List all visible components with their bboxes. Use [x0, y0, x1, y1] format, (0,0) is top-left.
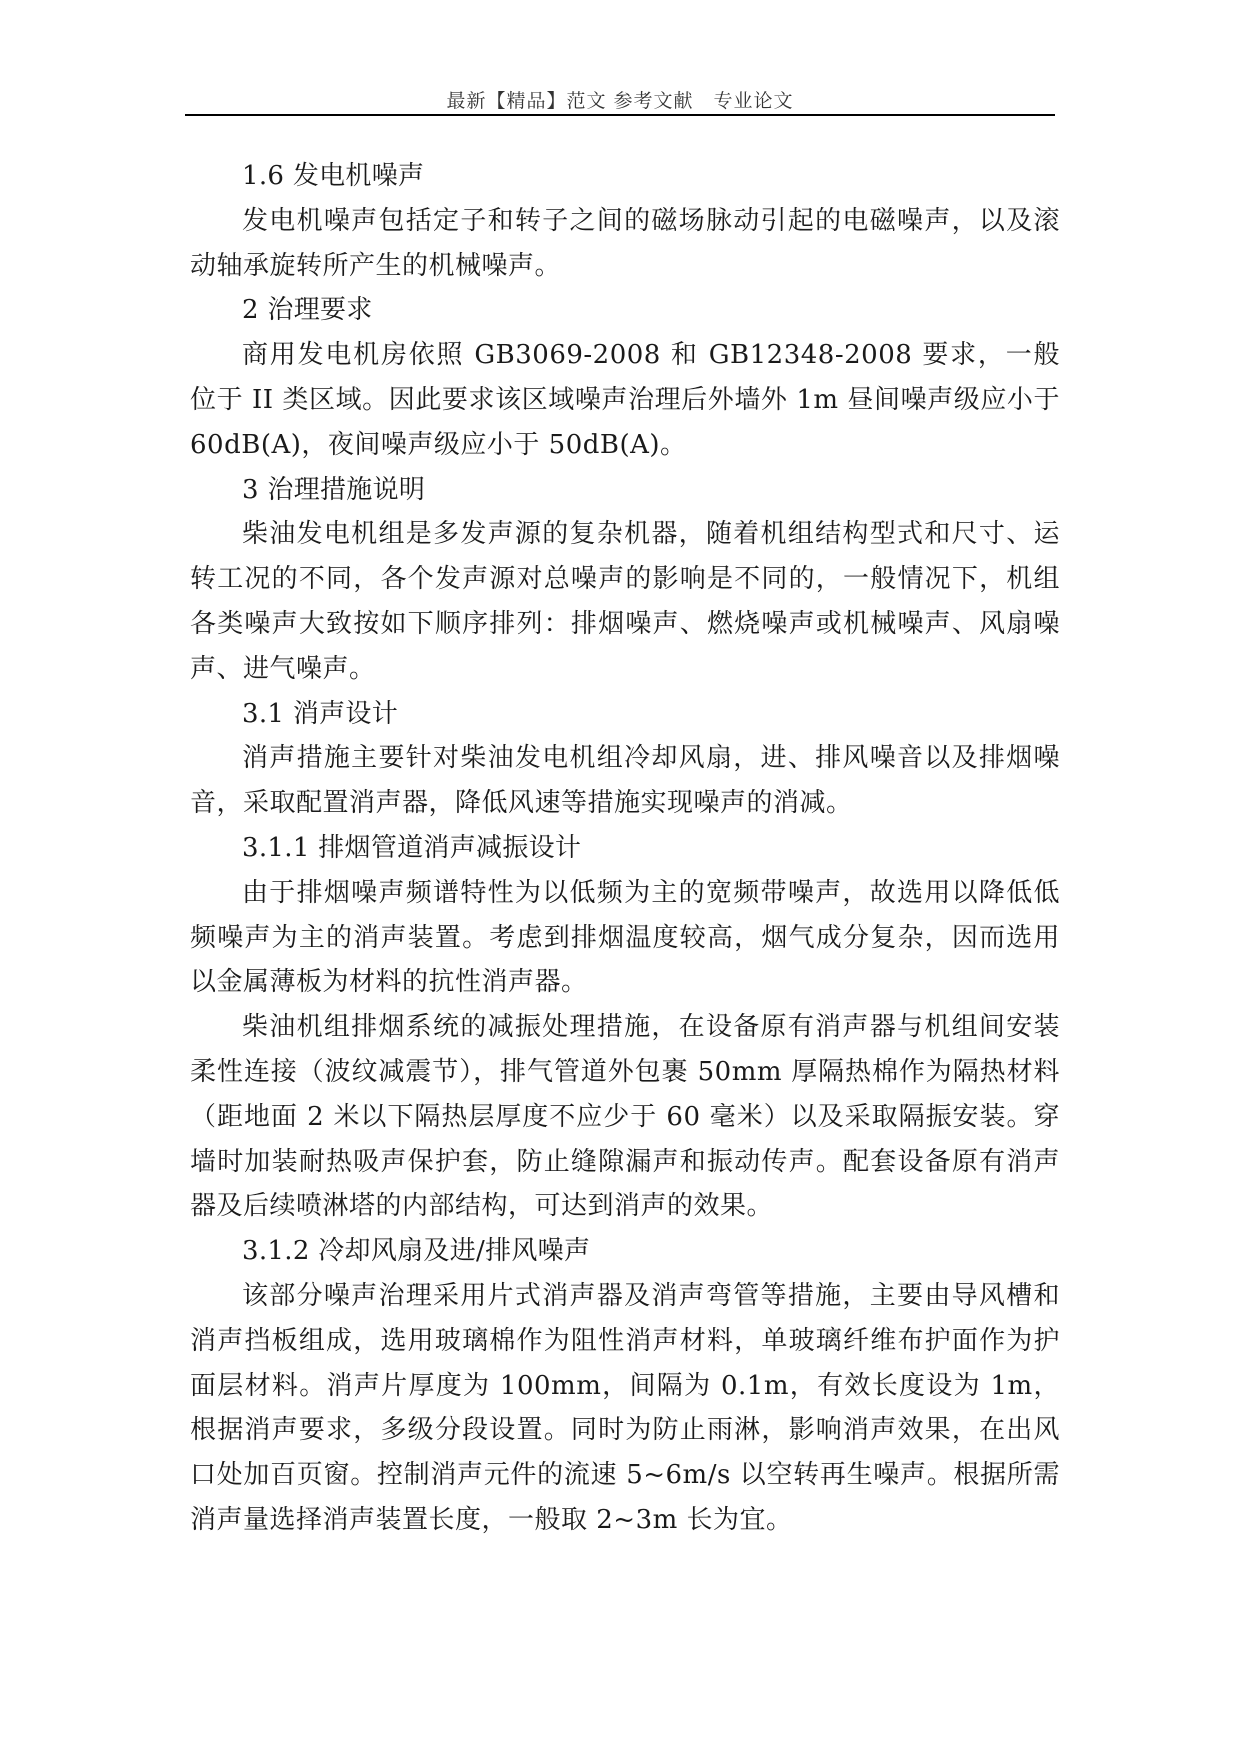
section-heading-2: 2 治理要求 [242, 295, 373, 326]
paragraph-generator-noise: 发电机噪声包括定子和转子之间的磁场脉动引起的电磁噪声，以及滚动轴承旋转所产生的机械噪声。 [190, 205, 1060, 281]
section-heading-3-1-1: 3.1.1 排烟管道消声减振设计 [242, 832, 582, 863]
paragraph-exhaust-vibration: 柴油机组排烟系统的减振处理措施，在设备原有消声器与机组间安装柔性连接（波纹减震节），排气管道外包裹 50mm 厚隔热棉作为隔热材料（距地面 2 米以下隔热层厚度不应少于 60 毫米）以及采取隔振安装。穿墙时加装耐热吸声保护套，防止缝隙漏声和振动传声。配套设备原有消声器及后续喷淋塔的内部结构，可达到消声的效果。 [190, 1012, 1060, 1222]
header-divider [185, 114, 1055, 116]
page-header: 最新【精品】范文 参考文献 专业论文 [446, 90, 794, 112]
paragraph-silencing-design: 消声措施主要针对柴油发电机组冷却风扇，进、排风噪音以及排烟噪音，采取配置消声器，降低风速等措施实现噪声的消减。 [190, 743, 1060, 819]
section-heading-3-1: 3.1 消声设计 [242, 698, 399, 729]
section-heading-3: 3 治理措施说明 [242, 474, 426, 505]
paragraph-fan-noise: 该部分噪声治理采用片式消声器及消声弯管等措施，主要由导风槽和消声挡板组成，选用玻璃棉作为阻性消声材料，单玻璃纤维布护面作为护面层材料。消声片厚度为 100mm，间隔为 0.1m，有效长度设为 1m，根据消声要求，多级分段设置。同时为防止雨淋，影响消声效果，在出风口处加百页窗。控制消声元件的流速 5~6m/s 以空转再生噪声。根据所需消声量选择消声装置长度，一般取 2~3m 长为宜。 [190, 1280, 1060, 1535]
section-heading-3-1-2: 3.1.2 冷却风扇及进/排风噪声 [242, 1236, 591, 1267]
paragraph-measures: 柴油发电机组是多发声源的复杂机器，随着机组结构型式和尺寸、运转工况的不同，各个发声源对总噪声的影响是不同的，一般情况下，机组各类噪声大致按如下顺序排列：排烟噪声、燃烧噪声或机械噪声、风扇噪声、进气噪声。 [190, 519, 1060, 684]
paragraph-exhaust-silencer: 由于排烟噪声频谱特性为以低频为主的宽频带噪声，故选用以降低低频噪声为主的消声装置。考虑到排烟温度较高，烟气成分复杂，因而选用以金属薄板为材料的抗性消声器。 [190, 877, 1060, 998]
paragraph-requirements: 商用发电机房依照 GB3069-2008 和 GB12348-2008 要求，一般位于 II 类区域。因此要求该区域噪声治理后外墙外 1m 昼间噪声级应小于 60dB(A)，夜间噪声级应小于 50dB(A)。 [190, 340, 1060, 460]
section-heading-1-6: 1.6 发电机噪声 [242, 161, 425, 191]
document-body [190, 154, 1060, 1543]
